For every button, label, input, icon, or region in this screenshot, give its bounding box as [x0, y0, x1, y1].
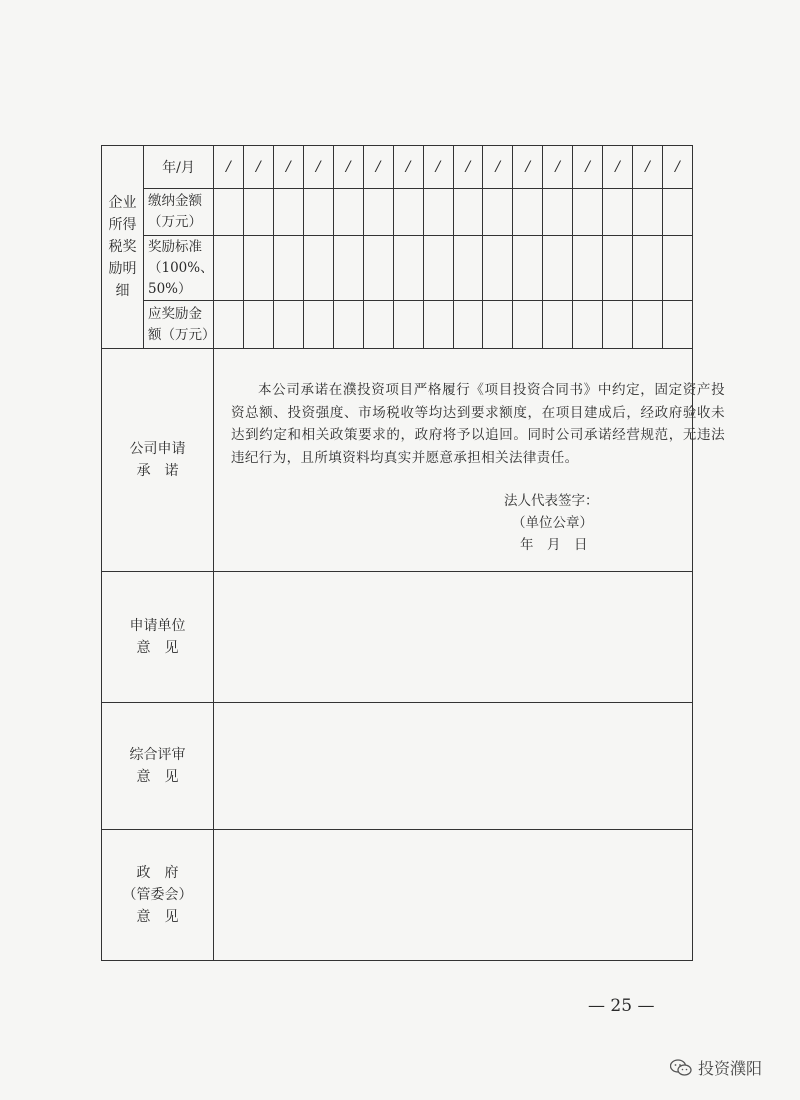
- government-opinion-row: [102, 830, 693, 961]
- commitment-label: 公司申请 承 诺: [102, 349, 214, 572]
- empty-cell[interactable]: [513, 301, 543, 349]
- watermark-text: 投资濮阳: [698, 1059, 763, 1078]
- empty-cell[interactable]: [513, 236, 543, 301]
- empty-cell[interactable]: [453, 236, 483, 301]
- slash-cell: /: [273, 146, 303, 189]
- empty-cell[interactable]: [453, 301, 483, 349]
- empty-cell[interactable]: [393, 189, 423, 236]
- slash-cell: /: [543, 146, 573, 189]
- empty-cell[interactable]: [333, 189, 363, 236]
- empty-cell[interactable]: [243, 189, 273, 236]
- unit-opinion-label: 申请单位 意 见: [102, 572, 214, 703]
- government-opinion-field[interactable]: [214, 830, 693, 961]
- empty-cell[interactable]: [663, 301, 693, 349]
- slash-cell: /: [633, 146, 663, 189]
- unit-opinion-row: [102, 572, 693, 703]
- empty-cell[interactable]: [423, 189, 453, 236]
- empty-cell[interactable]: [603, 236, 633, 301]
- empty-cell[interactable]: [483, 236, 513, 301]
- slash-cell: /: [363, 146, 393, 189]
- empty-cell[interactable]: [363, 301, 393, 349]
- empty-cell[interactable]: [333, 301, 363, 349]
- year-month-row: [102, 146, 693, 189]
- slash-cell: /: [214, 146, 244, 189]
- slash-cell: /: [423, 146, 453, 189]
- empty-cell[interactable]: [303, 236, 333, 301]
- wechat-icon: [670, 1059, 692, 1077]
- award-amount-row: [102, 301, 693, 349]
- year-month-header: 年/月: [144, 146, 214, 189]
- review-opinion-label: 综合评审 意 见: [102, 703, 214, 830]
- empty-cell[interactable]: [214, 236, 244, 301]
- slash-cell: /: [603, 146, 633, 189]
- commitment-row: [102, 349, 693, 572]
- empty-cell[interactable]: [273, 189, 303, 236]
- legal-representative-signature: 法人代表签字：: [504, 493, 599, 509]
- commitment-text: 本公司承诺在濮投资项目严格履行《项目投资合同书》中约定，固定资产投资总额、投资强度、市场税收等均达到要求额度，在项目建成后，经政府验收未达到约定和相关政策要求的，政府将予以追回。同时公司承诺经营规范，无违法违纪行为，且所填资料均真实并愿意承担相关法律责任。: [231, 382, 725, 466]
- empty-cell[interactable]: [573, 236, 603, 301]
- empty-cell[interactable]: [393, 301, 423, 349]
- empty-cell[interactable]: [483, 301, 513, 349]
- empty-cell[interactable]: [363, 189, 393, 236]
- award-standard-label: 奖励标准 （100%、 50%）: [144, 236, 214, 301]
- empty-cell[interactable]: [273, 236, 303, 301]
- commitment-content: [214, 349, 725, 572]
- empty-cell[interactable]: [573, 301, 603, 349]
- watermark-logo: [670, 1056, 762, 1079]
- empty-cell[interactable]: [273, 301, 303, 349]
- slash-cell: /: [513, 146, 543, 189]
- empty-cell[interactable]: [633, 301, 663, 349]
- empty-cell[interactable]: [603, 189, 633, 236]
- empty-cell[interactable]: [663, 189, 693, 236]
- slash-cell: /: [573, 146, 603, 189]
- slash-cell: /: [453, 146, 483, 189]
- empty-cell[interactable]: [423, 236, 453, 301]
- empty-cell[interactable]: [303, 189, 333, 236]
- empty-cell[interactable]: [543, 301, 573, 349]
- empty-cell[interactable]: [543, 189, 573, 236]
- page-number: — 25 —: [588, 996, 655, 1016]
- empty-cell[interactable]: [633, 236, 663, 301]
- unit-seal: （单位公章）: [512, 515, 593, 531]
- empty-cell[interactable]: [333, 236, 363, 301]
- unit-opinion-field[interactable]: [214, 572, 693, 703]
- empty-cell[interactable]: [214, 189, 244, 236]
- slash-cell: /: [333, 146, 363, 189]
- slash-cell: /: [393, 146, 423, 189]
- empty-cell[interactable]: [423, 301, 453, 349]
- tax-paid-label: 缴纳金额 （万元）: [144, 189, 214, 236]
- slash-cell: /: [663, 146, 693, 189]
- empty-cell[interactable]: [663, 236, 693, 301]
- empty-cell[interactable]: [543, 236, 573, 301]
- tax-award-label: 企业 所得 税奖 励明 细: [102, 146, 144, 349]
- review-opinion-field[interactable]: [214, 703, 693, 830]
- empty-cell[interactable]: [483, 189, 513, 236]
- empty-cell[interactable]: [214, 301, 244, 349]
- empty-cell[interactable]: [513, 189, 543, 236]
- award-standard-row: [102, 236, 693, 301]
- empty-cell[interactable]: [453, 189, 483, 236]
- empty-cell[interactable]: [363, 236, 393, 301]
- empty-cell[interactable]: [243, 236, 273, 301]
- award-amount-label: 应奖励金 额（万元）: [144, 301, 214, 349]
- empty-cell[interactable]: [393, 236, 423, 301]
- empty-cell[interactable]: [633, 189, 663, 236]
- slash-cell: /: [483, 146, 513, 189]
- empty-cell[interactable]: [573, 189, 603, 236]
- review-opinion-row: [102, 703, 693, 830]
- tax-paid-row: [102, 189, 693, 236]
- application-form-table: [101, 145, 725, 961]
- government-opinion-label: 政 府 （管委会） 意 见: [102, 830, 214, 961]
- slash-cell: /: [303, 146, 333, 189]
- empty-cell[interactable]: [603, 301, 633, 349]
- slash-cell: /: [243, 146, 273, 189]
- empty-cell[interactable]: [303, 301, 333, 349]
- sign-date: 年 月 日: [520, 537, 588, 553]
- empty-cell[interactable]: [243, 301, 273, 349]
